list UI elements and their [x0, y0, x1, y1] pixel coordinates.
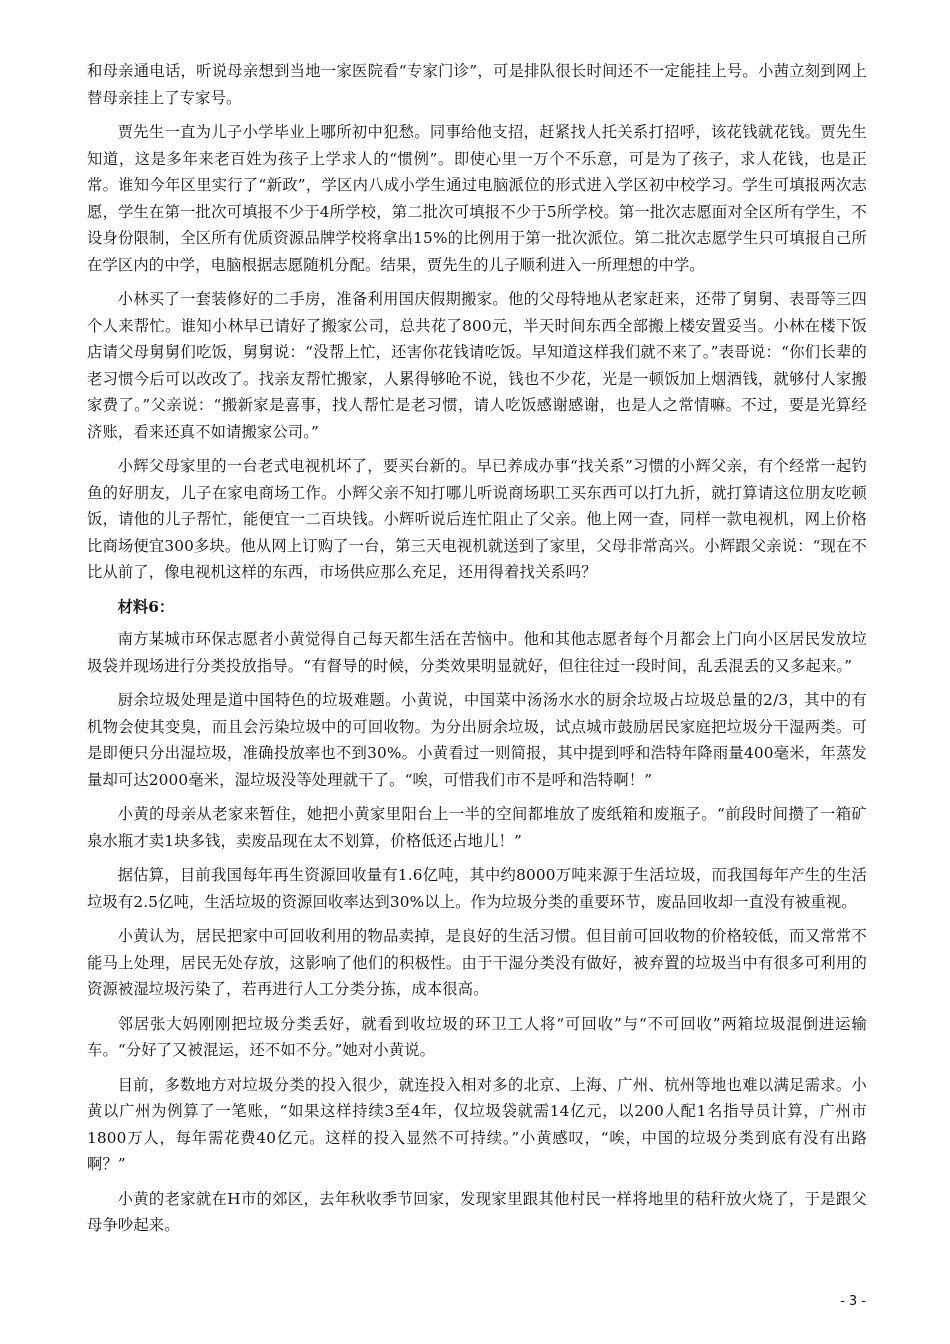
- paragraph-mother-recycling: 小黄的母亲从老家来暂住，她把小黄家里阳台上一半的空间都堆放了废纸箱和废瓶子。“前段时间攒了一箱矿泉水瓶才卖1块多钱，卖废品现在太不划算，价格低还占地儿！”: [87, 805, 867, 850]
- material-6-heading: 材料6：: [117, 597, 175, 616]
- page-number: - 3 -: [840, 1294, 866, 1309]
- paragraph-statistics: 据估算，目前我国每年再生资源回收量有1.6亿吨，其中约8000万吨来源于生活垃圾，而我国每年产生的生活垃圾有2.5亿吨，生活垃圾的资源回收率达到30%以上。作为垃圾分类的重要环节，废品回收却一直没有被重视。: [87, 866, 867, 911]
- paragraph-continuation: 和母亲通电话，听说母亲想到当地一家医院看“专家门诊”，可是排队很长时间还不一定能挂上号。小茜立刻到网上替母亲挂上了专家号。: [87, 62, 867, 107]
- paragraph-neighbor: 邻居张大妈刚刚把垃圾分类丢好，就看到收垃圾的环卫工人将“可回收”与“不可回收”两箱垃圾混倒进运输车。“分好了又被混运，还不如不分。”她对小黄说。: [87, 1014, 867, 1059]
- paragraph-xiaolin-moving: 小林买了一套装修好的二手房，准备利用国庆假期搬家。他的父母特地从老家赶来，还带了舅舅、表哥等三四个人来帮忙。谁知小林早已请好了搬家公司，总共花了800元，半天时间东西全部搬上楼安置妥当。小林在楼下饭店请父母舅舅们吃饭，舅舅说：“没帮上忙，还害你花钱请吃饭。早知道这样我们就不来了。”表哥说：“你们长辈的老习惯今后可以改改了。找亲友帮忙搬家，人累得够呛不说，钱也不少花，光是一顿饭加上烟酒钱，就够付人家搬家费了。”父亲说：“搬新家是喜事，找人帮忙是老习惯，请人吃饭感谢感谢，也是人之常情嘛。不过，要是光算经济账，看来还真不如请搬家公司。”: [87, 290, 867, 441]
- paragraph-volunteer: 南方某城市环保志愿者小黄觉得自己每天都生活在苦恼中。他和其他志愿者每个月都会上门向小区居民发放垃圾袋并现场进行分类投放指导。“有督导的时候，分类效果明显就好，但往往过一段时间，乱丢混丢的又多起来。”: [87, 630, 867, 675]
- paragraph-opinion: 小黄认为，居民把家中可回收利用的物品卖掉，是良好的生活习惯。但目前可回收物的价格较低，而又常常不能马上处理，居民无处存放，这影响了他们的积极性。由于干湿分类没有做好，被弃置的垃圾当中有很多可利用的资源被湿垃圾污染了，若再进行人工分类分拣，成本很高。: [87, 927, 867, 998]
- paragraph-jia-school: 贾先生一直为儿子小学毕业上哪所初中犯愁。同事给他支招，赶紧找人托关系打招呼，该花钱就花钱。贾先生知道，这是多年来老百姓为孩子上学求人的“惯例”。即使心里一万个不乐意，可是为了孩子，求人花钱，也是正常。谁知今年区里实行了“新政”，学区内八成小学生通过电脑派位的形式进入学区初中校学习。学生可填报两次志愿，学生在第一批次可填报不少于4所学校，第二批次可填报不少于5所学校。第一批次志愿面对全区所有学生，不设身份限制，全区所有优质资源品牌学校将拿出15%的比例用于第一批次派位。第二批次志愿学生只可填报自己所在学区内的中学，电脑根据志愿随机分配。结果，贾先生的儿子顺利进入一所理想的中学。: [87, 123, 867, 274]
- paragraph-investment: 目前，多数地方对垃圾分类的投入很少，就连投入相对多的北京、上海、广州、杭州等地也难以满足需求。小黄以广州为例算了一笔账，“如果这样持续3至4年，仅垃圾袋就需14亿元，以200人配1名指导员计算，广州市1800万人，每年需花费40亿元。这样的投入显然不可持续。”小黄感叹，“唉，中国的垃圾分类到底有没有出路啊？”: [87, 1075, 867, 1173]
- document-page: [87, 58, 867, 1247]
- paragraph-xiaohui-tv: 小辉父母家里的一台老式电视机坏了，要买台新的。早已养成办事“找关系”习惯的小辉父亲，有个经常一起钓鱼的好朋友，儿子在家电商场工作。小辉父亲不知打哪儿听说商场职工买东西可以打九折，就打算请这位朋友吃顿饭，请他的儿子帮忙，能便宜一二百块钱。小辉听说后连忙阻止了父亲。他上网一查，同样一款电视机，网上价格比商场便宜300多块。他从网上订购了一台，第三天电视机就送到了家里，父母非常高兴。小辉跟父亲说：“现在不比从前了，像电视机这样的东西，市场供应那么充足，还用得着找关系吗？: [87, 457, 867, 581]
- paragraph-hometown: 小黄的老家就在H市的郊区，去年秋收季节回家，发现家里跟其他村民一样将地里的秸秆放火烧了，于是跟父母争吵起来。: [87, 1189, 867, 1234]
- paragraph-kitchen-waste: 厨余垃圾处理是道中国特色的垃圾难题。小黄说，中国菜中汤汤水水的厨余垃圾占垃圾总量的2/3，其中的有机物会使其变臭，而且会污染垃圾中的可回收物。为分出厨余垃圾，试点城市鼓励居民家庭把垃圾分干湿两类。可是即便只分出湿垃圾，准确投放率也不到30%。小黄看过一则简报，其中提到呼和浩特年降雨量400毫米，年蒸发量却可达2000毫米，湿垃圾没等处理就干了。“唉，可惜我们市不是呼和浩特啊！”: [87, 691, 867, 789]
